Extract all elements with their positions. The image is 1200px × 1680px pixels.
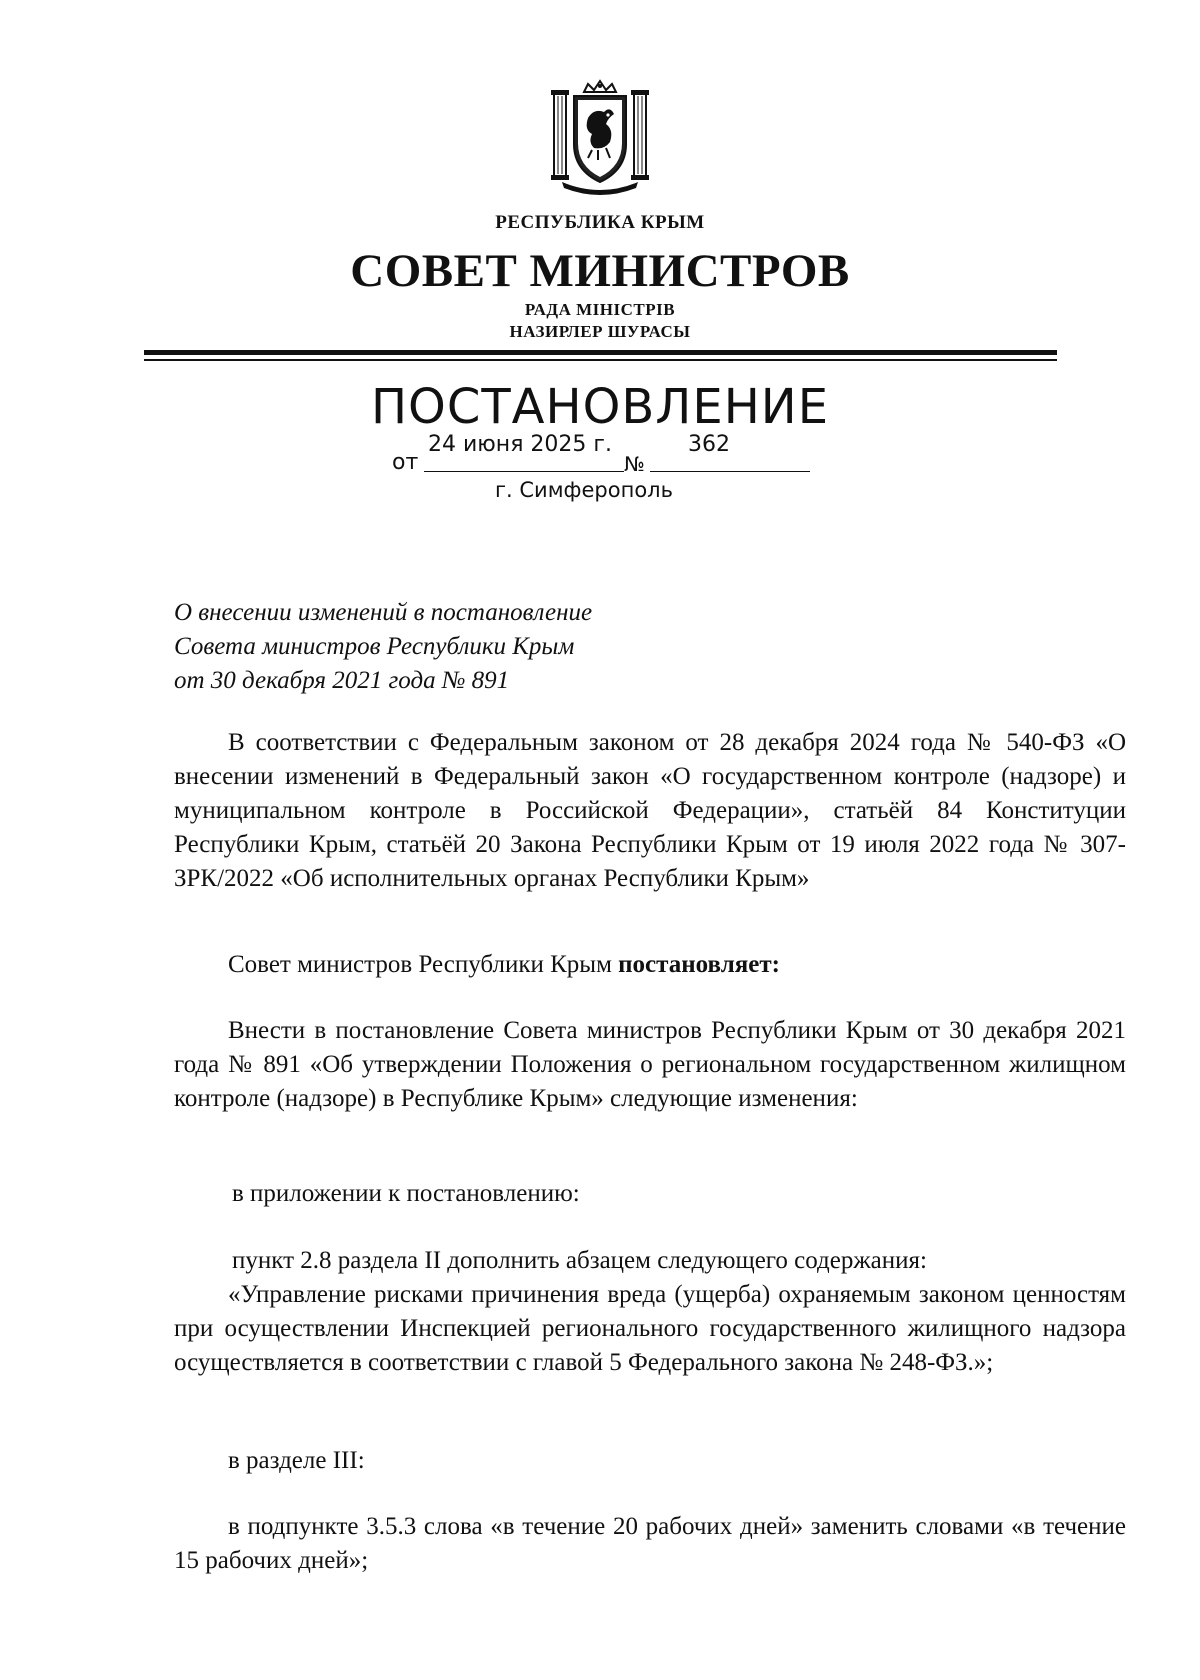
amendment-intro-text: Внести в постановление Совета министров Республики Крым от 30 декабря 2021 года № 891 «Об утверждении Положения о региональном государственном жилищном контроле (надзоре) в Республике Крым» следующие изменения: <box>174 1017 1126 1112</box>
preamble-text: В соответствии с Федеральным законом от 28 декабря 2024 года № 540-ФЗ «О внесении изменений в Федеральный закон «О государственном контроле (надзоре) и муниципальном контроле в Российской Федерации», статьёй 84 Конституции Республики Крым, статьёй 20 Закона Республики Крым от 19 июля 2022 года № 307-ЗРК/2022 «Об исполнительных органах Республики Крым» <box>174 729 1126 892</box>
section-3-paragraph: в разделе III: <box>228 1447 365 1474</box>
republic-name: РЕСПУБЛИКА КРЫМ <box>495 212 705 233</box>
resolves-prefix: Совет министров Республики Крым <box>228 951 619 978</box>
subitem-3-5-3-paragraph <box>174 1510 1126 1578</box>
item-2-8-paragraph: пункт 2.8 раздела II дополнить абзацем следующего содержания: <box>232 1247 927 1274</box>
subject-line: от 30 декабря 2021 года № 891 <box>174 667 510 694</box>
preamble-paragraph <box>174 726 1126 896</box>
number-label: № <box>624 452 645 476</box>
subitem-3-5-3-text: в подпункте 3.5.3 слова «в течение 20 рабочих дней» заменить словами «в течение 15 рабочих дней»; <box>174 1513 1126 1574</box>
resolves-paragraph <box>228 948 780 982</box>
header-divider-thin <box>144 359 1057 361</box>
decree-date: 24 июня 2025 г. <box>428 432 612 457</box>
decree-subject <box>174 596 592 698</box>
date-underline <box>424 471 624 472</box>
decree-city: г. Симферополь <box>495 478 673 502</box>
subject-line: Совета министров Республики Крым <box>174 633 575 660</box>
crimea-coat-of-arms-icon <box>548 78 652 196</box>
date-from-label: от <box>392 450 419 475</box>
header-divider-thick <box>144 350 1057 355</box>
number-underline <box>650 471 810 472</box>
quoted-text: «Управление рисками причинения вреда (ущерба) охраняемым законом ценностям при осуществлении Инспекцией регионального государственного жилищного надзора осуществляется в соответствии с главой 5 Федерального закона № 248-ФЗ.»; <box>174 1281 1126 1376</box>
appendix-paragraph: в приложении к постановлению: <box>232 1180 580 1207</box>
amendment-intro-paragraph <box>174 1014 1126 1116</box>
council-title: СОВЕТ МИНИСТРОВ <box>350 245 850 297</box>
decree-number: 362 <box>688 432 730 457</box>
resolves-keyword: постановляет: <box>618 951 780 978</box>
council-title-crimean-tatar: НАЗИРЛЕР ШУРАСЫ <box>509 322 691 341</box>
subject-line: О внесении изменений в постановление <box>174 599 593 626</box>
council-title-ukrainian: РАДА МІНІСТРІВ <box>524 300 676 319</box>
quoted-paragraph <box>174 1278 1126 1380</box>
decree-title: ПОСТАНОВЛЕНИЕ <box>370 379 830 435</box>
